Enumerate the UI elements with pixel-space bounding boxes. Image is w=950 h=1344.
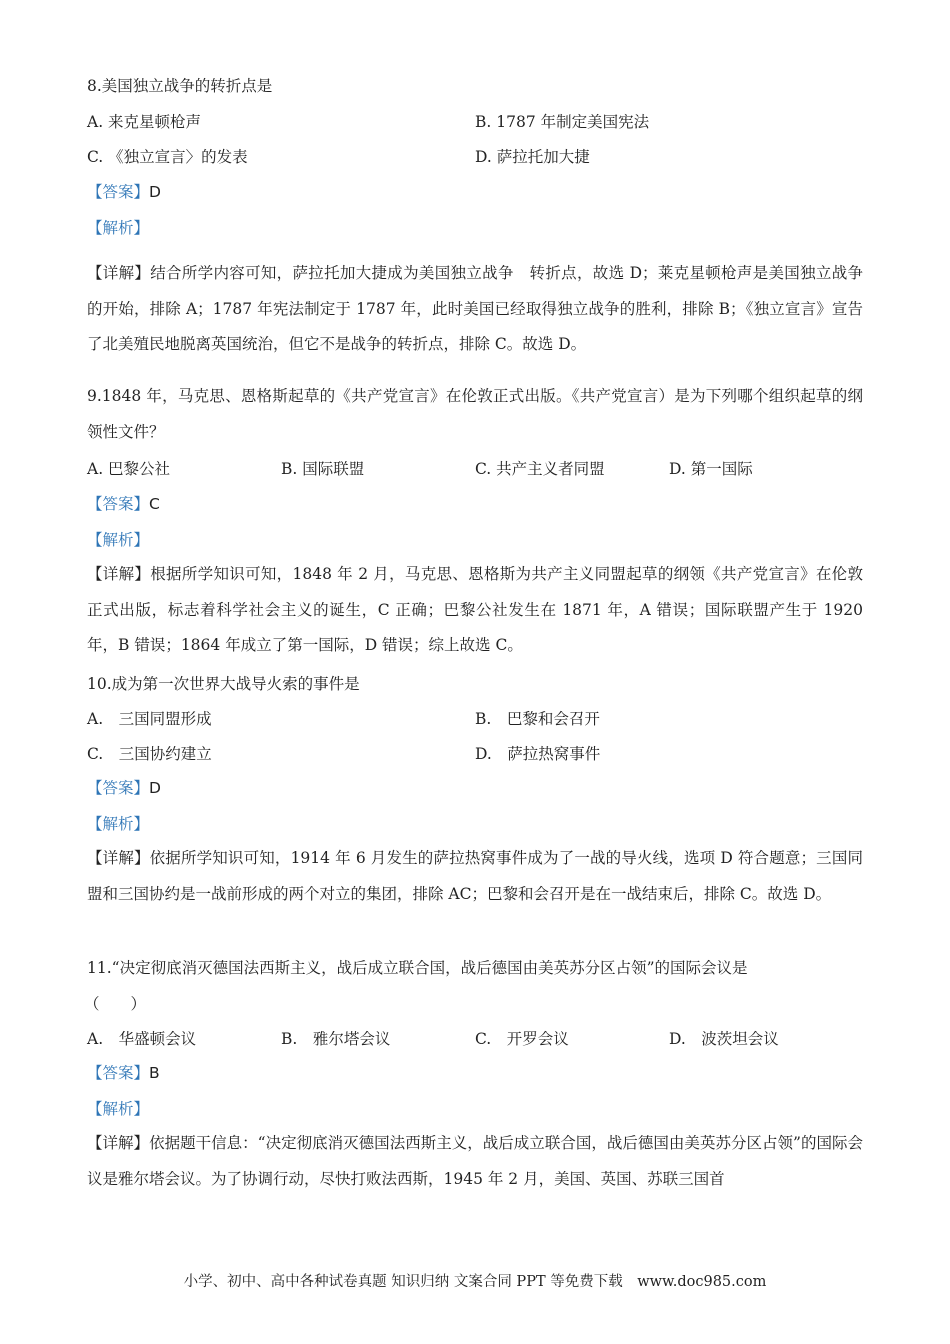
q10-option-d: D. 萨拉热窝事件 [475,745,601,763]
q9-answer-row [87,494,160,514]
detail-tag: 【详解】 [87,1134,150,1152]
answer-tag: 【答案】 [87,779,150,797]
detail-tag: 【详解】 [87,849,150,867]
q11-analysis-row [87,1099,149,1119]
q9-option-d: D. 第一国际 [669,460,753,478]
q8-answer: D [149,183,161,201]
q8-option-d: D. 萨拉托加大捷 [475,148,590,166]
q10-option-b: B. 巴黎和会召开 [475,710,600,728]
q9-option-b: B. 国际联盟 [281,460,365,478]
q10-answer: D [149,779,161,797]
q9-stem: 9.1848 年，马克思、恩格斯起草的《共产党宣言》在伦敦正式出版。《共产党宣言）是为下列哪个组织起草的纲领性文件？ [87,387,863,441]
q8-option-b: B. 1787 年制定美国宪法 [475,113,650,131]
q8-analysis-row [87,218,149,238]
q11-option-d: D. 波茨坦会议 [669,1030,779,1048]
answer-tag: 【答案】 [87,183,150,201]
q10-option-c: C. 三国协约建立 [87,745,212,763]
q11-answer-row [87,1063,160,1083]
q9-option-a: A. 巴黎公社 [87,460,171,478]
q8-detail-paragraph [87,256,863,363]
q11-stem: 11.“决定彻底消灭德国法西斯主义，战后成立联合国，战后德国由美英苏分区占领”的国际会议是 [87,959,748,977]
q11-answer: B [149,1064,160,1082]
page-footer: 小学、初中、高中各种试卷真题 知识归纳 文案合同 PPT 等免费下载 www.doc985.com [183,1274,767,1290]
q11-detail-paragraph [87,1126,863,1197]
q8-detail: 结合所学内容可知，萨拉托加大捷成为美国独立战争 转折点，故选 D；莱克星顿枪声是美国独立战争的开始，排除 A；1787 年宪法制定于 1787 年，此时美国已经取得独立战争的胜利，排除 B；《独立宣言》宣告了北美殖民地脱离英国统治，但它不是战争的转折点，排除 C。故选 D。 [87,264,863,353]
analysis-tag: 【解析】 [87,815,150,833]
q10-answer-row [87,778,161,798]
q9-answer: C [149,495,160,513]
q10-detail-paragraph [87,841,863,912]
q8-option-a: A. 来克星顿枪声 [87,113,202,131]
analysis-tag: 【解析】 [87,219,150,237]
q10-option-a: A. 三国同盟形成 [87,710,212,728]
q11-option-a: A. 华盛顿会议 [87,1030,197,1048]
q11-option-c: C. 开罗会议 [475,1030,569,1048]
answer-tag: 【答案】 [87,1064,150,1082]
q8-stem: 8.美国独立战争的转折点是 [87,77,273,95]
q11-detail: 依据题干信息：“决定彻底消灭德国法西斯主义，战后成立联合国，战后德国由美英苏分区占领”的国际会议是雅尔塔会议。为了协调行动，尽快打败法西斯，1945 年 2 月，美国、英国、苏联三国首 [87,1134,863,1188]
q8-answer-row [87,182,161,202]
analysis-tag: 【解析】 [87,531,150,549]
q9-detail: 根据所学知识可知，1848 年 2 月，马克思、恩格斯为共产主义同盟起草的纲领《共产党宣言》在伦敦正式出版，标志着科学社会主义的诞生，C 正确；巴黎公社发生在 1871 年，A 错误；国际联盟产生于 1920 年，B 错误；1864 年成立了第一国际，D 错误；综上故选 C。 [87,565,863,654]
q11-blank: （ ） [84,995,147,1013]
detail-tag: 【详解】 [87,565,151,583]
q9-detail-paragraph [87,557,863,664]
answer-tag: 【答案】 [87,495,150,513]
q9-analysis-row [87,530,149,550]
detail-tag: 【详解】 [87,264,151,282]
analysis-tag: 【解析】 [87,1100,150,1118]
q8-option-c: C. 《独立宣言〉的发表 [87,148,248,166]
q10-analysis-row [87,814,149,834]
q11-option-b: B. 雅尔塔会议 [281,1030,391,1048]
q10-stem: 10.成为第一次世界大战导火索的事件是 [87,675,360,693]
q9-option-c: C. 共产主义者同盟 [475,460,605,478]
q10-detail: 依据所学知识可知，1914 年 6 月发生的萨拉热窝事件成为了一战的导火线，选项 D 符合题意；三国同盟和三国协约是一战前形成的两个对立的集团，排除 AC；巴黎和会召开是在一战结束后，排除 C。故选 D。 [87,849,863,903]
